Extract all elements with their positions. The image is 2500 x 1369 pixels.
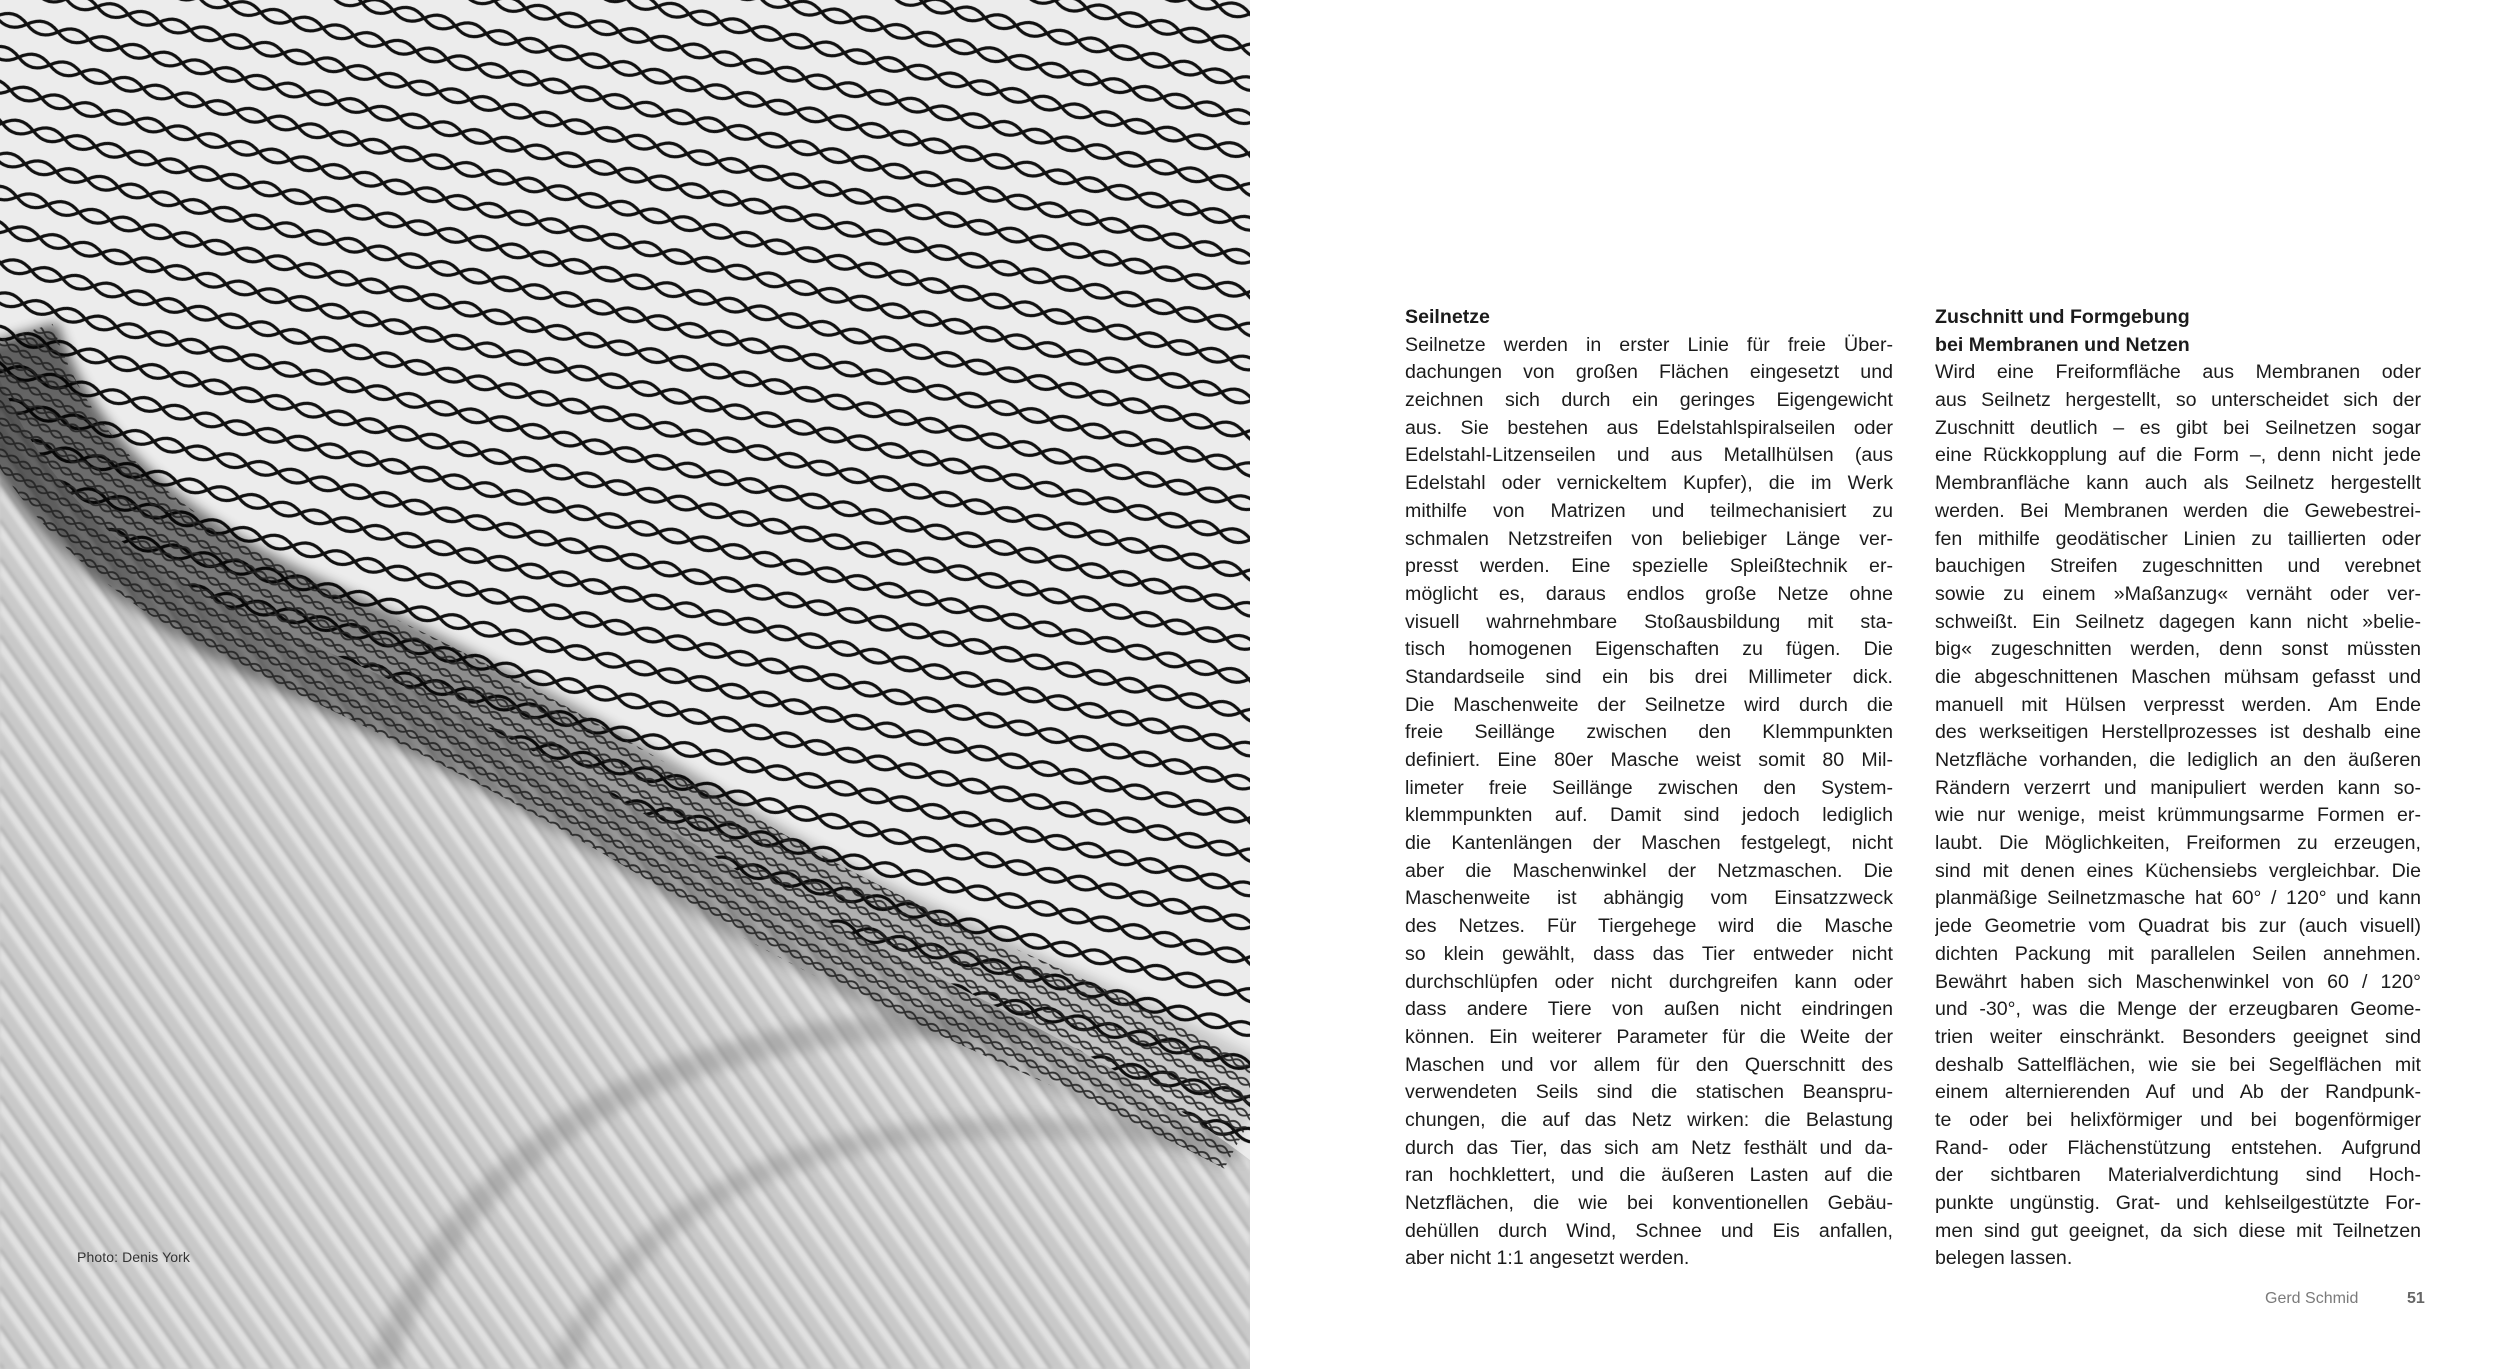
text-line: presst werden. Eine spezielle Spleißtechnik er-	[1405, 555, 1893, 578]
text-line: schmalen Netzstreifen von beliebiger Länge ver-	[1405, 527, 1893, 550]
text-line: durch das Tier, das sich am Netz festhält und da-	[1405, 1136, 1893, 1159]
text-line: planmäßige Seilnetzmasche hat 60° / 120° und kann	[1935, 887, 2421, 910]
text-line: te oder bei helixförmiger und bei bogenförmiger	[1935, 1108, 2421, 1131]
text-line: der sichtbaren Materialverdichtung sind Hoch-	[1935, 1164, 2421, 1187]
text-line: aber die Maschenwinkel der Netzmaschen. Die	[1405, 859, 1893, 882]
text-line: des Netzes. Für Tiergehege wird die Masche	[1405, 915, 1893, 938]
text-line: manuell mit Hülsen verpresst werden. Am Ende	[1935, 693, 2421, 716]
body-text	[1935, 359, 2421, 1273]
text-line: visuell wahrnehmbare Stoßausbildung mit sta-	[1405, 610, 1893, 633]
text-line: men sind gut geeignet, da sich diese mit Teilnetzen	[1935, 1219, 2421, 1242]
text-line: dichten Packung mit parallelen Seilen annehmen.	[1935, 942, 2421, 965]
text-line: aber nicht 1:1 angesetzt werden.	[1405, 1247, 1690, 1270]
text-line: Zuschnitt deutlich – es gibt bei Seilnetzen sogar	[1935, 416, 2421, 439]
text-line: Wird eine Freiformfläche aus Membranen oder	[1935, 361, 2421, 384]
text-line: sind mit denen eines Küchensiebs vergleichbar. Die	[1935, 859, 2421, 882]
photo-credit: Photo: Denis York	[77, 1249, 190, 1265]
text-line: punkte ungünstig. Grat- und kehlseilgestützte For-	[1935, 1192, 2421, 1214]
body-text	[1405, 332, 1893, 1273]
text-line: so klein gewählt, dass das Tier entweder nicht	[1405, 942, 1893, 965]
text-line: Seilnetze werden in erster Linie für freie Über-	[1405, 333, 1893, 356]
text-line: trien weiter einschränkt. Besonders geeignet sind	[1935, 1025, 2421, 1048]
text-line: big« zugeschnitten werden, denn sonst müssten	[1935, 638, 2421, 661]
text-line: durchschlüpfen oder nicht durchgreifen kann oder	[1405, 970, 1893, 993]
text-line: dass andere Tiere von außen nicht eindringen	[1405, 998, 1893, 1021]
text-line: deshalb Sattelflächen, wie sie bei Segelflächen mit	[1935, 1053, 2421, 1076]
text-line: Edelstahl-Litzenseilen und aus Metallhülsen (aus	[1405, 444, 1893, 467]
text-line: freie Seillänge zwischen den Klemmpunkten	[1405, 721, 1893, 744]
text-line: Netzflächen, die wie bei konventionellen Gebäu-	[1405, 1192, 1893, 1214]
text-line: fen mithilfe geodätischer Linien zu taillierten oder	[1935, 527, 2421, 550]
text-line: dachungen von großen Flächen eingesetzt und	[1405, 361, 1893, 384]
text-line: ran hochklettert, und die äußeren Lasten auf die	[1405, 1164, 1893, 1187]
section-heading: Seilnetze	[1405, 306, 1490, 328]
text-line: Maschenweite ist abhängig vom Einsatzzweck	[1405, 887, 1893, 910]
text-line: Bewährt haben sich Maschenwinkel von 60 / 120°	[1935, 970, 2421, 993]
text-line: eine Rückkopplung auf die Form –, denn nicht jede	[1935, 444, 2421, 467]
text-line: schweißt. Ein Seilnetz dagegen kann nicht »belie-	[1935, 610, 2421, 633]
text-line: Edelstahl oder vernickeltem Kupfer), die im Werk	[1405, 472, 1893, 495]
text-line: zeichnen sich durch ein geringes Eigengewicht	[1405, 389, 1893, 412]
text-column-seilnetze	[1405, 304, 1893, 1273]
text-line: Rand- oder Flächenstützung entstehen. Aufgrund	[1935, 1136, 2421, 1159]
text-line: Maschen und vor allem für den Querschnitt des	[1405, 1053, 1893, 1076]
text-line: chungen, die auf das Netz wirken: die Belastung	[1405, 1108, 1893, 1131]
text-line: verwendeten Seils sind die statischen Beanspru-	[1405, 1081, 1893, 1104]
text-line: Membranfläche kann auch als Seilnetz hergestellt	[1935, 472, 2421, 495]
text-line: laubt. Die Möglichkeiten, Freiformen zu erzeugen,	[1935, 832, 2421, 855]
text-line: Standardseile sind ein bis drei Millimeter dick.	[1405, 665, 1893, 688]
text-line: wie nur wenige, meist krümmungsarme Formen er-	[1935, 804, 2421, 827]
text-line: Netzfläche vorhanden, die lediglich an den äußeren	[1935, 749, 2421, 771]
text-line: mithilfe von Matrizen und teilmechanisiert zu	[1405, 499, 1893, 522]
text-line: bauchigen Streifen zugeschnitten und verebnet	[1935, 555, 2421, 578]
text-line: sowie zu einem »Maßanzug« vernäht oder ver-	[1935, 582, 2421, 605]
text-line: die abgeschnittenen Maschen mühsam gefasst und	[1935, 665, 2421, 688]
text-line: dehüllen durch Wind, Schnee und Eis anfallen,	[1405, 1219, 1893, 1242]
text-line: können. Ein weiterer Parameter für die Weite der	[1405, 1025, 1893, 1048]
section-heading-line-1: Zuschnitt und Formgebung	[1935, 306, 2190, 328]
text-line: klemmpunkten auf. Damit sind jedoch lediglich	[1405, 804, 1893, 827]
text-line: jede Geometrie vom Quadrat bis zur (auch visuell)	[1935, 915, 2421, 938]
text-line: definiert. Eine 80er Masche weist somit 80 Mil-	[1405, 749, 1893, 771]
text-line: möglicht es, daraus endlos große Netze ohne	[1405, 582, 1893, 605]
text-line: limeter freie Seillänge zwischen den System-	[1405, 776, 1893, 799]
text-line: belegen lassen.	[1935, 1247, 2073, 1270]
text-line: aus. Sie bestehen aus Edelstahlspiralseilen oder	[1405, 416, 1893, 439]
text-line: die Kantenlängen der Maschen festgelegt, nicht	[1405, 832, 1893, 855]
text-line: Die Maschenweite der Seilnetze wird durch die	[1405, 693, 1893, 716]
page-number: 51	[2407, 1290, 2425, 1307]
text-line: tisch homogenen Eigenschaften zu fügen. Die	[1405, 638, 1893, 661]
text-column-zuschnitt	[1935, 304, 2421, 1273]
text-line: aus Seilnetz hergestellt, so unterscheidet sich der	[1935, 389, 2421, 412]
text-line: einem alternierenden Auf und Ab der Randpunk-	[1935, 1081, 2421, 1104]
running-footer-author: Gerd Schmid	[2265, 1290, 2359, 1307]
section-heading-line-2: bei Membranen und Netzen	[1935, 333, 2190, 356]
text-line: Rändern verzerrt und manipuliert werden kann so-	[1935, 776, 2421, 799]
text-line: werden. Bei Membranen werden die Gewebestrei-	[1935, 499, 2421, 522]
text-line: des werkseitigen Herstellprozesses ist deshalb eine	[1935, 721, 2421, 744]
text-line: und -30°, was die Menge der erzeugbaren Geome-	[1935, 998, 2421, 1021]
